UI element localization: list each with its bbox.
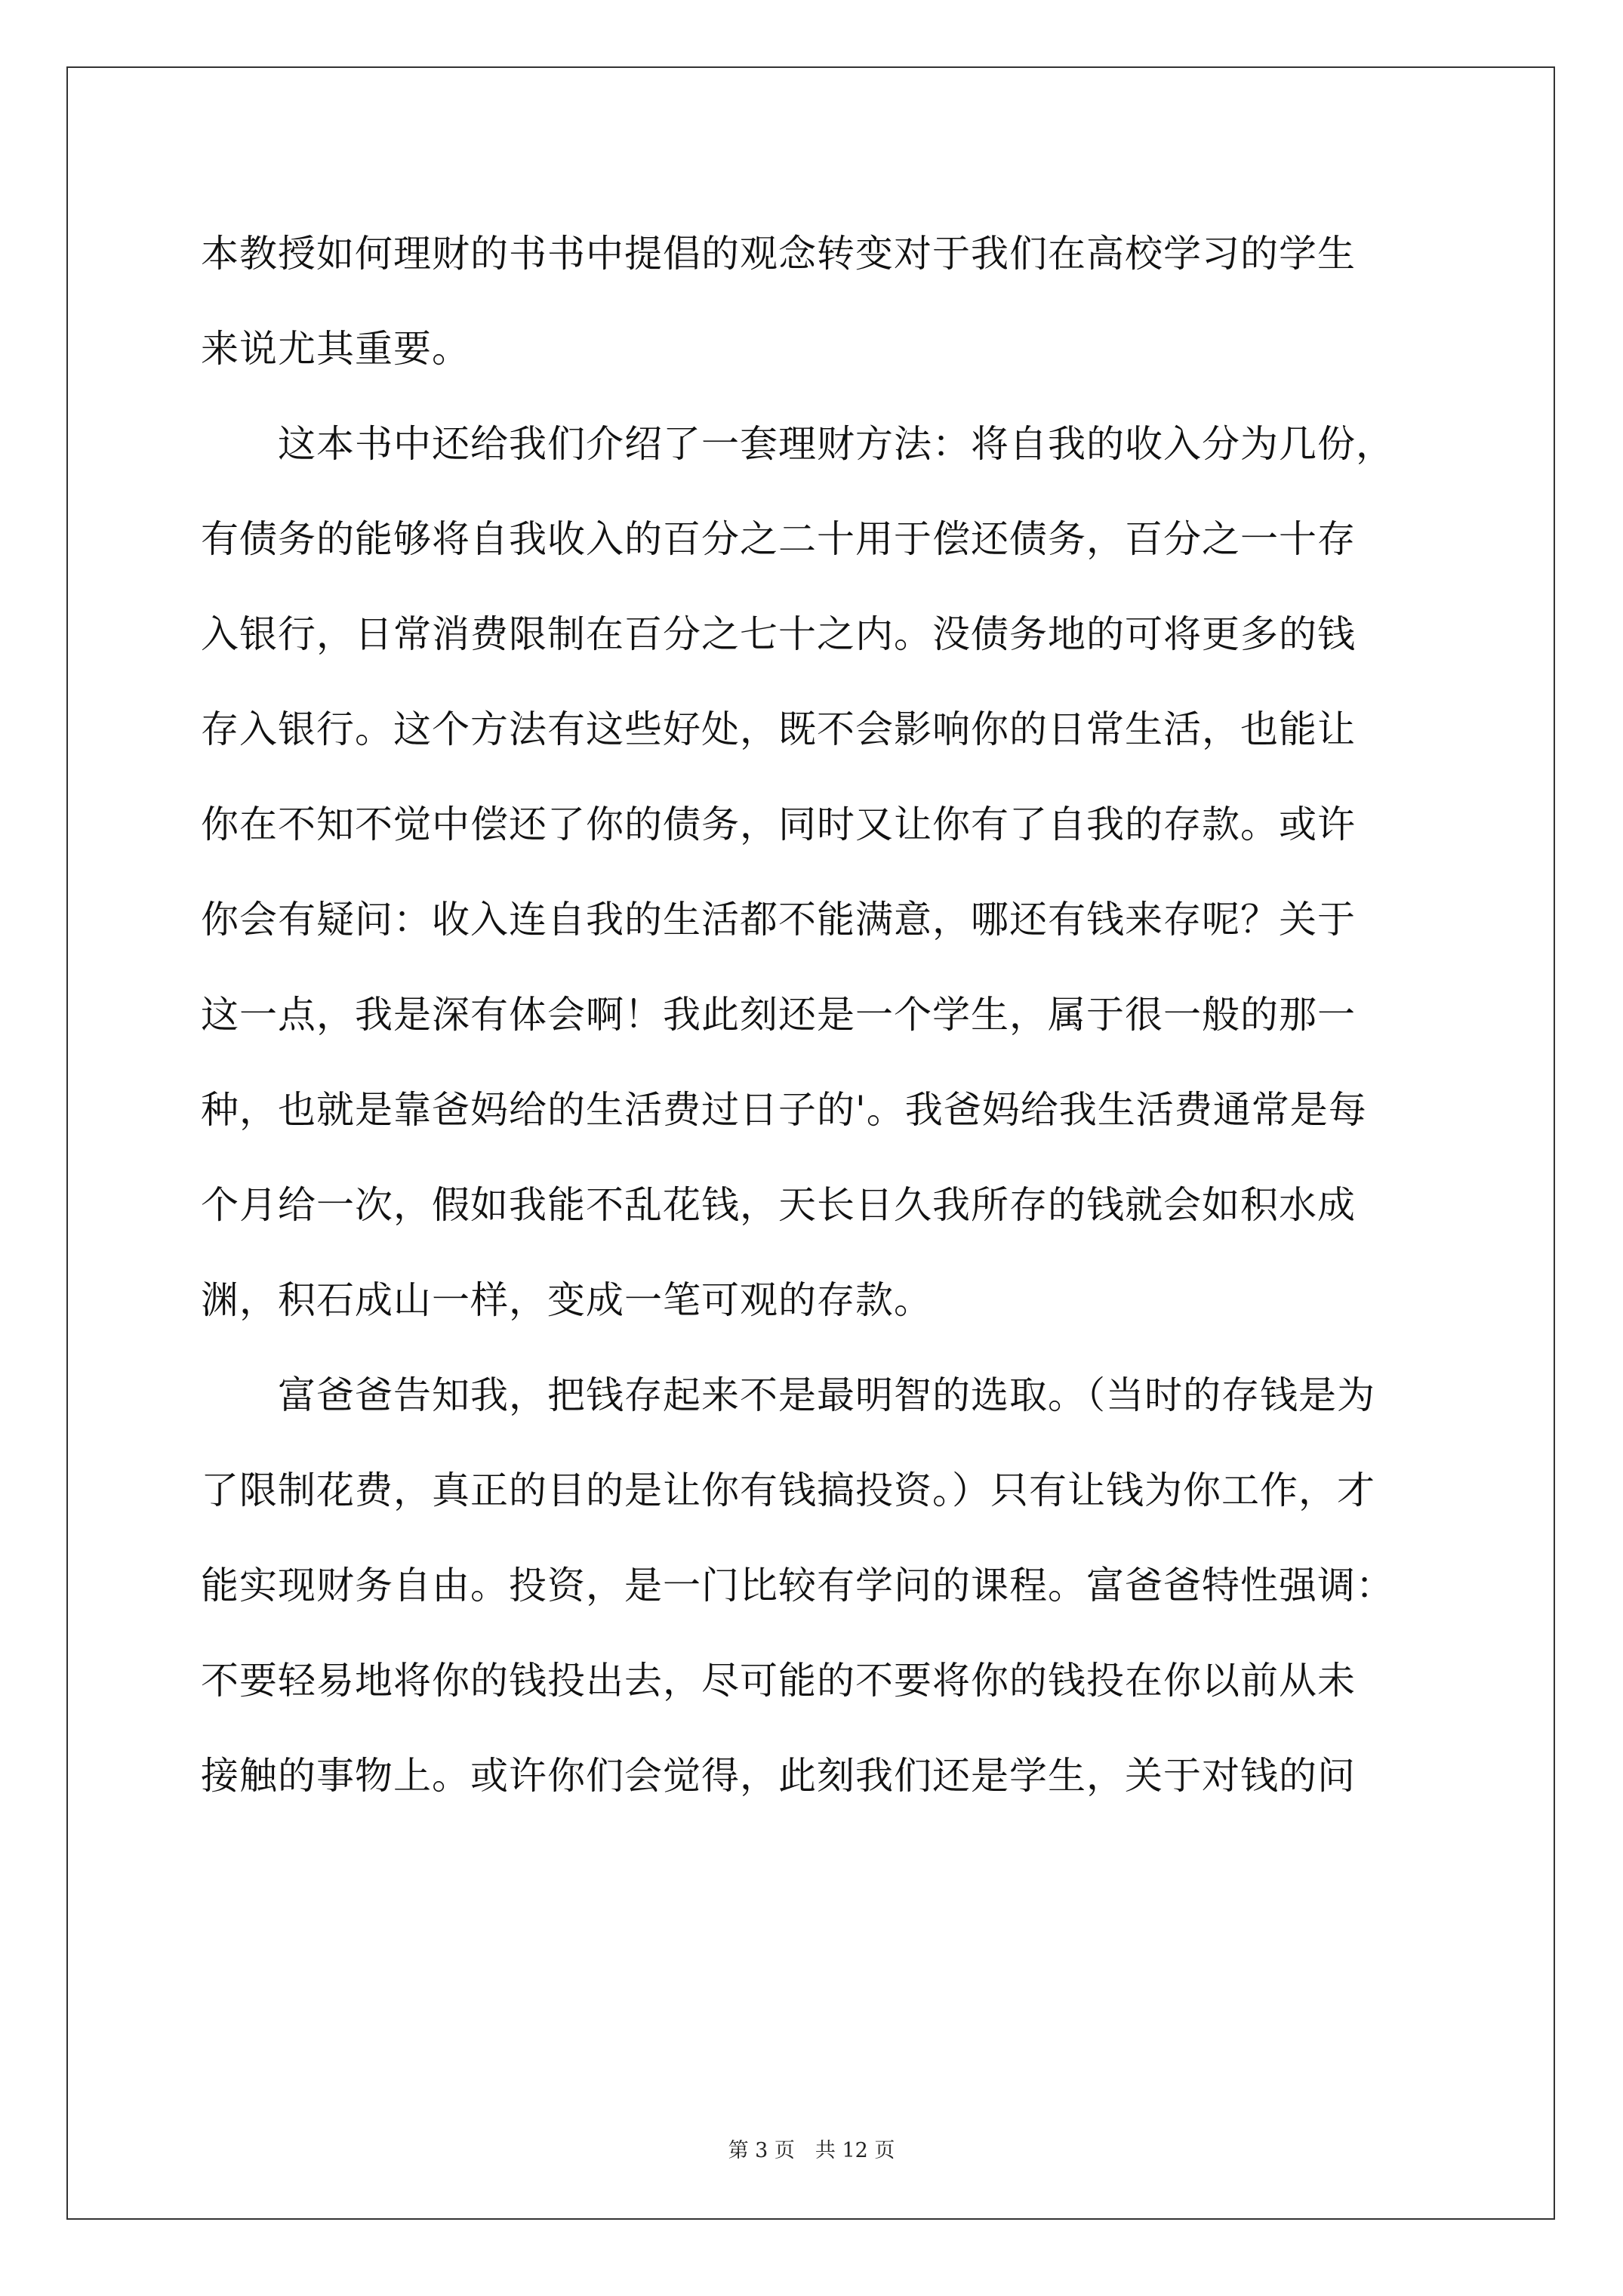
text-line: 个月给一次，假如我能不乱花钱，天长日久我所存的钱就会如积水成 (201, 1183, 1356, 1227)
text-line: 渊，积石成山一样，变成一笔可观的存款。 (201, 1278, 932, 1322)
page-number-footer: 第 3 页 共 12 页 (728, 2139, 895, 2162)
text-line: 接触的事物上。或许你们会觉得，此刻我们还是学生，关于对钱的问 (201, 1754, 1356, 1798)
text-line: 种，也就是靠爸妈给的生活费过日子的'。我爸妈给我生活费通常是每 (201, 1088, 1367, 1132)
text-line: 能实现财务自由。投资，是一门比较有学问的课程。富爸爸特性强调： (201, 1564, 1394, 1607)
text-line: 存入银行。这个方法有这些好处，既不会影响你的日常生活，也能让 (201, 707, 1356, 751)
text-line: 本教授如何理财的书书中提倡的观念转变对于我们在高校学习的学生 (201, 232, 1356, 276)
text-line: 有债务的能够将自我收入的百分之二十用于偿还债务，百分之一十存 (201, 517, 1356, 561)
text-line: 富爸爸告知我，把钱存起来不是最明智的选取。（当时的存钱是为 (201, 1373, 1375, 1417)
text-line: 不要轻易地将你的钱投出去，尽可能的不要将你的钱投在你以前从未 (201, 1659, 1356, 1703)
text-line: 你在不知不觉中偿还了你的债务，同时又让你有了自我的存款。或许 (201, 803, 1356, 846)
text-line: 来说尤其重要。 (201, 327, 470, 371)
text-line: 入银行，日常消费限制在百分之七十之内。没债务地的可将更多的钱 (201, 612, 1356, 656)
text-line: 这本书中还给我们介绍了一套理财方法：将自我的收入分为几份， (201, 422, 1394, 466)
text-line: 了限制花费，真正的目的是让你有钱搞投资。）只有让钱为你工作，才 (201, 1469, 1375, 1512)
document-body (201, 206, 1436, 1823)
text-line: 你会有疑问：收入连自我的生活都不能满意，哪还有钱来存呢？关于 (201, 898, 1356, 942)
text-line: 这一点，我是深有体会啊！我此刻还是一个学生，属于很一般的那一 (201, 993, 1356, 1037)
